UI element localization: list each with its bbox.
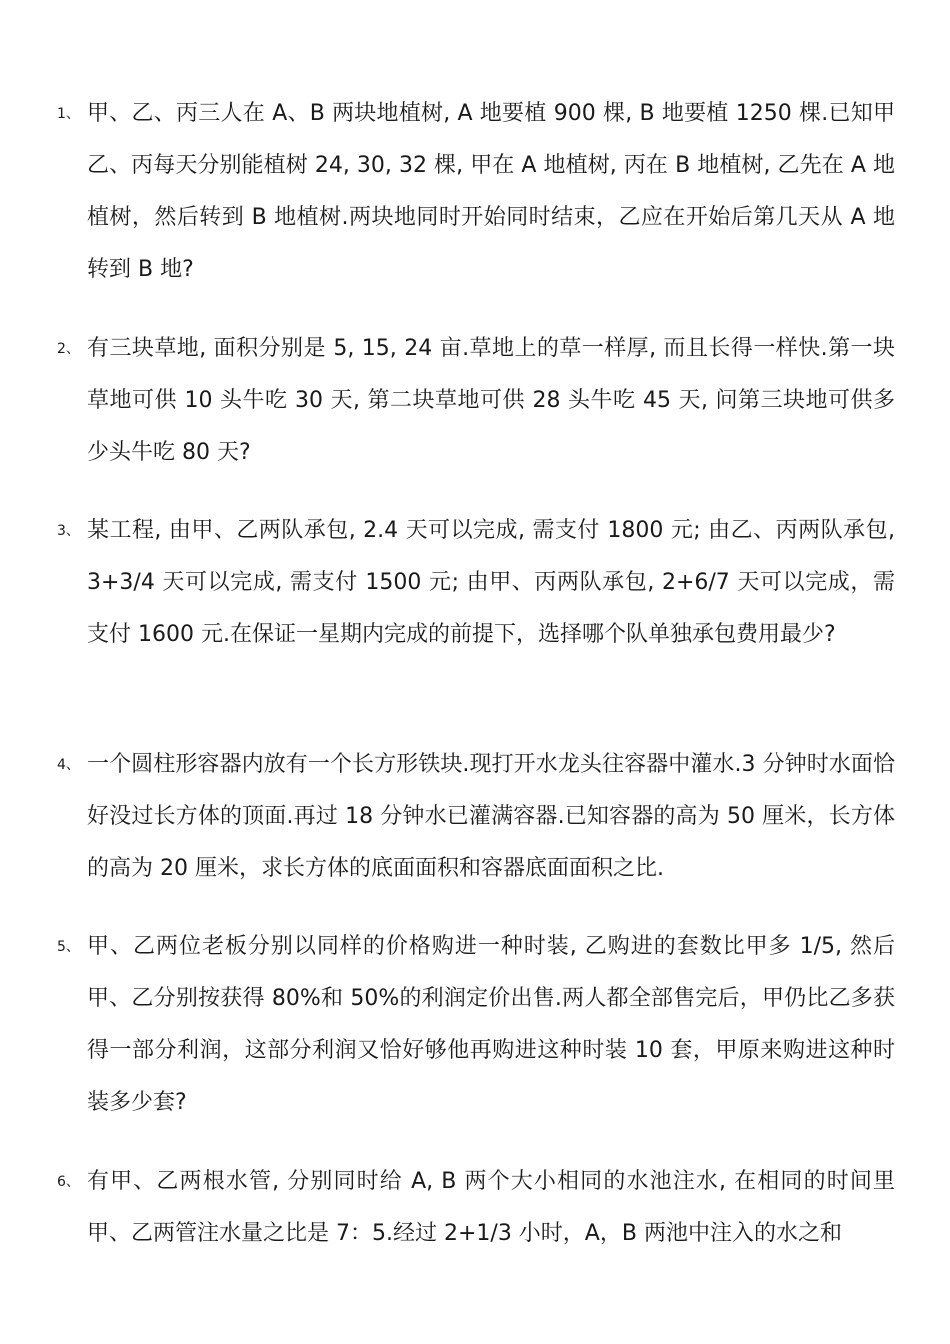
- problem-text: 某工程, 由甲、乙两队承包, 2.4 天可以完成, 需支付 1800 元; 由乙、丙两队承包, 3+3/4 天可以完成, 需支付 1500 元; 由甲、丙两队承包, 2+6/7 天可以完成，需支付 1600 元.在保证一星期内完成的前提下，选择哪个队单独承包费用最少?: [87, 518, 895, 647]
- problem-number: 1、: [57, 106, 80, 122]
- problem-text: 一个圆柱形容器内放有一个长方形铁块.现打开水龙头往容器中灌水.3 分钟时水面恰好没过长方体的顶面.再过 18 分钟水已灌满容器.已知容器的高为 50 厘米，长方体的高为 20 厘米，求长方体的底面面积和容器底面面积之比.: [87, 752, 895, 881]
- problem-number: 5、: [57, 939, 80, 955]
- problem-text: 甲、乙、丙三人在 A、B 两块地植树, A 地要植 900 棵, B 地要植 1250 棵.已知甲乙、丙每天分别能植树 24, 30, 32 棵, 甲在 A 地植树, 丙在 B 地植树, 乙先在 A 地植树，然后转到 B 地植树.两块地同时开始同时结束，乙应在开始后第几天从 A 地转到 B 地?: [87, 101, 895, 282]
- problem-number: 2、: [57, 341, 80, 357]
- problem-number: 3、: [57, 523, 80, 539]
- problem-number: 6、: [57, 1174, 80, 1190]
- problem-text: 有三块草地, 面积分别是 5, 15, 24 亩.草地上的草一样厚, 而且长得一样快.第一块草地可供 10 头牛吃 30 天, 第二块草地可供 28 头牛吃 45 天, 问第三块地可供多少头牛吃 80 天?: [87, 336, 895, 465]
- problem-number: 4、: [57, 757, 80, 773]
- problem-text: 有甲、乙两根水管, 分别同时给 A, B 两个大小相同的水池注水, 在相同的时间里甲、乙两管注水量之比是 7：5.经过 2+1/3 小时，A，B 两池中注入的水之和: [87, 1169, 895, 1246]
- problem-text: 甲、乙两位老板分别以同样的价格购进一种时装, 乙购进的套数比甲多 1/5, 然后甲、乙分别按获得 80%和 50%的利润定价出售.两人都全部售完后，甲仍比乙多获得一部分利润，这部分利润又恰好够他再购进这种时装 10 套，甲原来购进这种时装多少套?: [87, 934, 895, 1115]
